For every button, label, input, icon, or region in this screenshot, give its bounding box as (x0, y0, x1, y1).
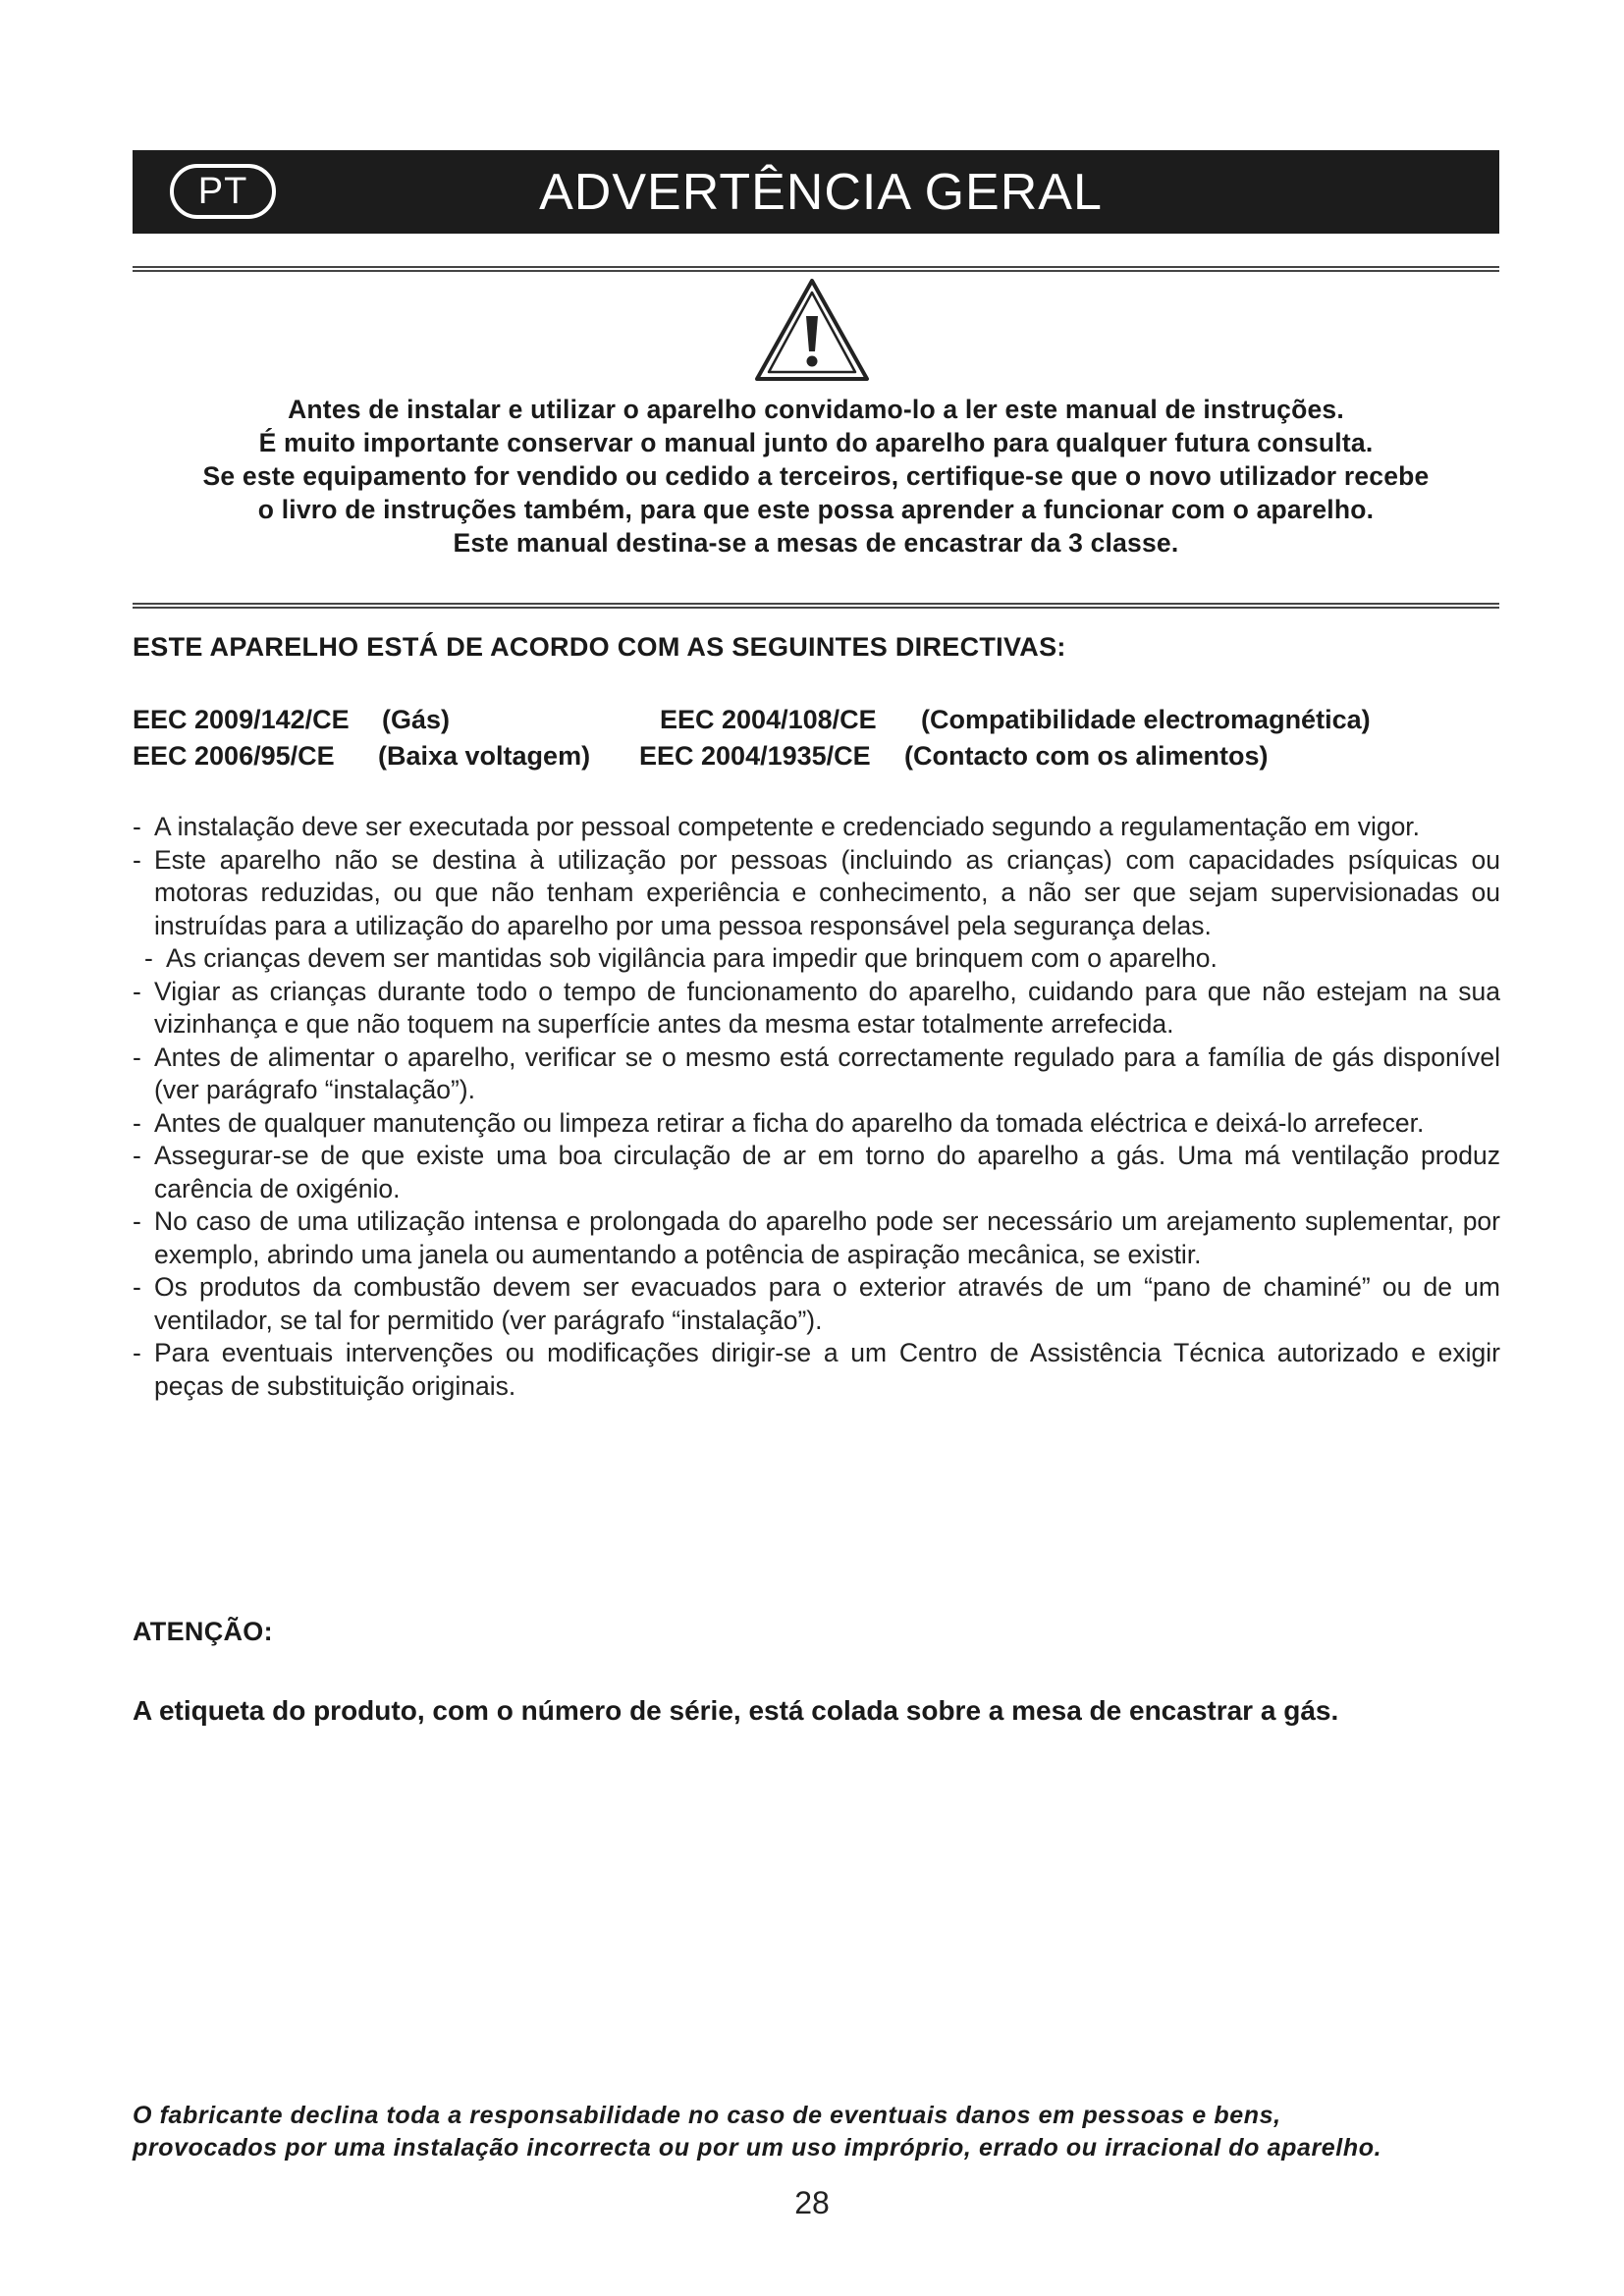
list-item: - Vigiar as crianças durante todo o tempo de funcionamento do aparelho, cuidando para que não estejam na sua vizinhança e que não toquem na superfície antes da mesma estar totalmente arrefecida. (133, 976, 1500, 1041)
divider-top (133, 266, 1499, 272)
intro-line: Se este equipamento for vendido ou cedido a terceiros, certifique-se que o novo utilizador recebe (202, 461, 1430, 491)
intro-text (133, 393, 1499, 560)
list-item: - No caso de uma utilização intensa e prolongada do aparelho pode ser necessário um arejamento suplementar, por exemplo, abrindo uma janela ou aumentando a potência de aspiração mecânica, se existir. (133, 1205, 1500, 1271)
directive-code: EEC 2004/1935/CE (639, 741, 871, 771)
manufacturer-disclaimer (133, 2100, 1500, 2164)
directive-code: EEC 2009/142/CE (133, 705, 350, 734)
list-item: - Assegurar-se de que existe uma boa circulação de ar em torno do aparelho a gás. Uma má ventilação produz carência de oxigénio. (133, 1140, 1500, 1205)
list-item: - Antes de qualquer manutenção ou limpeza retirar a ficha do aparelho da tomada eléctrica e deixá-lo arrefecer. (133, 1107, 1500, 1141)
directive-row (133, 702, 1499, 738)
header-banner (133, 150, 1499, 234)
list-item: - Os produtos da combustão devem ser evacuados para o exterior através de um “pano de chaminé” ou de um ventilador, se tal for permitido (ver parágrafo “instalação”). (133, 1271, 1500, 1337)
directives-heading: ESTE APARELHO ESTÁ DE ACORDO COM AS SEGUINTES DIRECTIVAS: (133, 632, 1066, 662)
list-item: - Antes de alimentar o aparelho, verificar se o mesmo está correctamente regulado para a família de gás disponível (ver parágrafo “instalação”). (133, 1041, 1500, 1107)
intro-line: Este manual destina-se a mesas de encastrar da 3 classe. (453, 528, 1179, 558)
intro-line: É muito importante conservar o manual junto do aparelho para qualquer futura consulta. (258, 428, 1374, 457)
directives-list (133, 702, 1499, 774)
attention-heading: ATENÇÃO: (133, 1617, 273, 1646)
language-badge: PT (170, 164, 276, 219)
warning-triangle-icon (753, 277, 871, 385)
directive-description: (Contacto com os alimentos) (904, 741, 1269, 771)
list-item: - A instalação deve ser executada por pessoal competente e credenciado segundo a regulamentação em vigor. (133, 811, 1500, 844)
directive-code: EEC 2006/95/CE (133, 741, 335, 771)
list-item: - As crianças devem ser mantidas sob vigilância para impedir que brinquem com o aparelho. (133, 942, 1500, 976)
intro-line: Antes de instalar e utilizar o aparelho convidamo-lo a ler este manual de instruções. (288, 395, 1344, 424)
disclaimer-line: O fabricante declina toda a responsabilidade no caso de eventuais danos em pessoas e bens, (133, 2102, 1281, 2129)
directive-description: (Gás) (382, 705, 451, 734)
directive-description: (Compatibilidade electromagnética) (921, 705, 1371, 734)
directive-row (133, 738, 1499, 774)
attention-text: A etiqueta do produto, com o número de série, está colada sobre a mesa de encastrar a gás. (133, 1695, 1339, 1726)
intro-line: o livro de instruções também, para que este possa aprender a funcionar com o aparelho. (257, 495, 1375, 524)
safety-warnings-list (133, 811, 1500, 1403)
disclaimer-line: provocados por uma instalação incorrecta ou por um uso impróprio, errado ou irracional do aparelho. (133, 2134, 1382, 2162)
divider-middle (133, 603, 1499, 609)
page-title: ADVERTÊNCIA GERAL (539, 163, 1103, 221)
page-number: 28 (794, 2185, 830, 2220)
directive-code: EEC 2004/108/CE (660, 705, 877, 734)
directive-description: (Baixa voltagem) (378, 741, 591, 771)
list-item: - Este aparelho não se destina à utilização por pessoas (incluindo as crianças) com capacidades psíquicas ou motoras reduzidas, ou que não tenham experiência e conhecimento, a não ser que sejam supervisionadas ou instruídas para a utilização do aparelho por uma pessoa responsável pela segurança delas. (133, 844, 1500, 943)
list-item: - Para eventuais intervenções ou modificações dirigir-se a um Centro de Assistência Técnica autorizado e exigir peças de substituição originais. (133, 1337, 1500, 1403)
